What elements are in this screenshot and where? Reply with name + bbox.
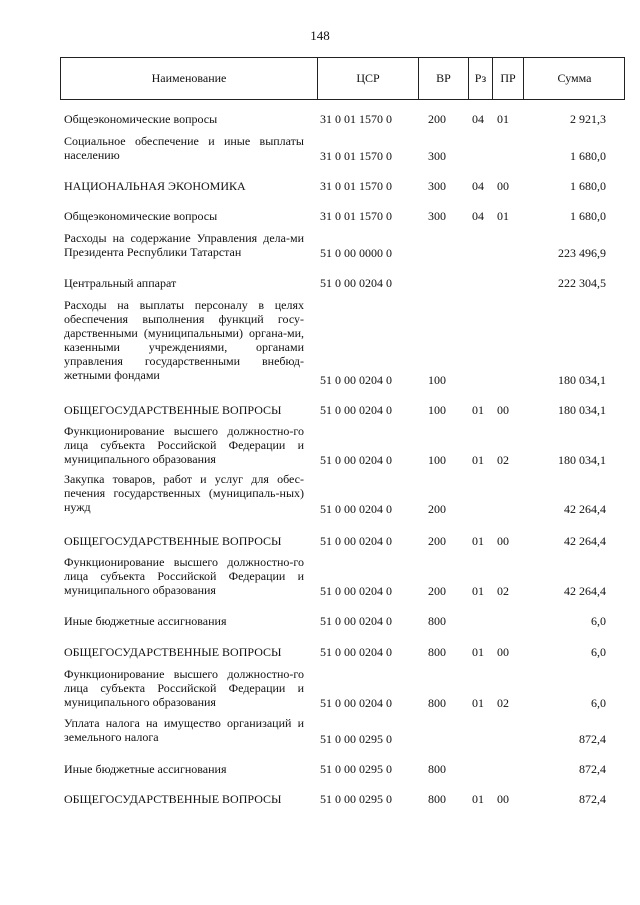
- row-csr: 51 0 00 0204 0: [320, 584, 392, 598]
- row-pr: 00: [497, 179, 509, 193]
- header-rz: Рз: [468, 58, 492, 99]
- row-sum: 6,0: [591, 614, 606, 628]
- row-name: НАЦИОНАЛЬНАЯ ЭКОНОМИКА: [64, 179, 246, 193]
- row-pr: 00: [497, 792, 509, 806]
- row-name: Функционирование высшего должностно-го лица субъекта Российской Федерации и муниципального образования: [64, 424, 304, 466]
- row-name: Иные бюджетные ассигнования: [64, 614, 227, 628]
- row-csr: 31 0 01 1570 0: [320, 209, 392, 223]
- row-vr: 200: [428, 534, 446, 548]
- row-csr: 51 0 00 0204 0: [320, 502, 392, 516]
- row-csr: 31 0 01 1570 0: [320, 149, 392, 163]
- row-csr: 51 0 00 0204 0: [320, 614, 392, 628]
- row-sum: 6,0: [591, 696, 606, 710]
- row-rz: 01: [472, 453, 484, 467]
- row-vr: 300: [428, 179, 446, 193]
- row-sum: 180 034,1: [558, 403, 606, 417]
- row-vr: 100: [428, 373, 446, 387]
- row-pr: 00: [497, 645, 509, 659]
- row-sum: 872,4: [579, 732, 606, 746]
- row-csr: 51 0 00 0204 0: [320, 453, 392, 467]
- row-sum: 42 264,4: [564, 584, 606, 598]
- header-csr: ЦСР: [317, 58, 418, 99]
- row-sum: 222 304,5: [558, 276, 606, 290]
- row-pr: 00: [497, 403, 509, 417]
- row-vr: 100: [428, 403, 446, 417]
- row-name: Расходы на выплаты персоналу в целях обеспечения выполнения функций госу-дарственными (муниципальными) органа-ми, казенными учреждениями, органами управления государственными внебюд-жетными фондами: [64, 298, 304, 382]
- row-vr: 300: [428, 149, 446, 163]
- row-sum: 180 034,1: [558, 373, 606, 387]
- row-name: Социальное обеспечение и иные выплаты населению: [64, 134, 304, 162]
- row-csr: 51 0 00 0295 0: [320, 762, 392, 776]
- header-pr: ПР: [492, 58, 523, 99]
- row-name: Общеэкономические вопросы: [64, 112, 218, 126]
- row-name: Центральный аппарат: [64, 276, 177, 290]
- row-pr: 01: [497, 209, 509, 223]
- row-pr: 02: [497, 453, 509, 467]
- row-rz: 01: [472, 403, 484, 417]
- row-name: Расходы на содержание Управления дела-ми Президента Республики Татарстан: [64, 231, 304, 259]
- row-vr: 800: [428, 645, 446, 659]
- row-pr: 00: [497, 534, 509, 548]
- row-name: ОБЩЕГОСУДАРСТВЕННЫЕ ВОПРОСЫ: [64, 645, 282, 659]
- row-pr: 01: [497, 112, 509, 126]
- header-sum: Сумма: [523, 58, 625, 99]
- row-name: ОБЩЕГОСУДАРСТВЕННЫЕ ВОПРОСЫ: [64, 403, 282, 417]
- row-vr: 100: [428, 453, 446, 467]
- row-pr: 02: [497, 584, 509, 598]
- row-rz: 04: [472, 209, 484, 223]
- row-vr: 800: [428, 696, 446, 710]
- row-vr: 200: [428, 112, 446, 126]
- row-name: ОБЩЕГОСУДАРСТВЕННЫЕ ВОПРОСЫ: [64, 792, 282, 806]
- row-name: Функционирование высшего должностно-го лица субъекта Российской Федерации и муниципального образования: [64, 555, 304, 597]
- row-csr: 51 0 00 0000 0: [320, 246, 392, 260]
- page-number: 148: [310, 28, 330, 43]
- row-csr: 51 0 00 0204 0: [320, 696, 392, 710]
- row-sum: 42 264,4: [564, 502, 606, 516]
- row-sum: 223 496,9: [558, 246, 606, 260]
- row-sum: 1 680,0: [570, 209, 606, 223]
- row-sum: 1 680,0: [570, 149, 606, 163]
- row-vr: 800: [428, 762, 446, 776]
- table-header: [60, 57, 625, 100]
- row-rz: 04: [472, 112, 484, 126]
- row-csr: 51 0 00 0204 0: [320, 645, 392, 659]
- row-sum: 872,4: [579, 762, 606, 776]
- row-rz: 01: [472, 645, 484, 659]
- row-sum: 1 680,0: [570, 179, 606, 193]
- row-vr: 800: [428, 614, 446, 628]
- row-sum: 42 264,4: [564, 534, 606, 548]
- row-name: ОБЩЕГОСУДАРСТВЕННЫЕ ВОПРОСЫ: [64, 534, 282, 548]
- row-vr: 200: [428, 502, 446, 516]
- row-sum: 2 921,3: [570, 112, 606, 126]
- row-csr: 51 0 00 0204 0: [320, 276, 392, 290]
- row-csr: 51 0 00 0204 0: [320, 534, 392, 548]
- row-pr: 02: [497, 696, 509, 710]
- row-sum: 6,0: [591, 645, 606, 659]
- row-rz: 01: [472, 696, 484, 710]
- row-sum: 180 034,1: [558, 453, 606, 467]
- row-csr: 31 0 01 1570 0: [320, 179, 392, 193]
- row-name: Общеэкономические вопросы: [64, 209, 218, 223]
- row-name: Закупка товаров, работ и услуг для обес-печения государственных (муниципаль-ных) нужд: [64, 472, 304, 514]
- row-vr: 300: [428, 209, 446, 223]
- row-name: Уплата налога на имущество организаций и земельного налога: [64, 716, 304, 744]
- row-rz: 01: [472, 792, 484, 806]
- row-rz: 01: [472, 584, 484, 598]
- row-name: Иные бюджетные ассигнования: [64, 762, 227, 776]
- row-csr: 51 0 00 0295 0: [320, 732, 392, 746]
- row-csr: 31 0 01 1570 0: [320, 112, 392, 126]
- row-rz: 04: [472, 179, 484, 193]
- row-rz: 01: [472, 534, 484, 548]
- row-name: Функционирование высшего должностно-го лица субъекта Российской Федерации и муниципального образования: [64, 667, 304, 709]
- header-name: Наименование: [151, 71, 227, 85]
- row-csr: 51 0 00 0204 0: [320, 403, 392, 417]
- row-csr: 51 0 00 0204 0: [320, 373, 392, 387]
- row-sum: 872,4: [579, 792, 606, 806]
- row-csr: 51 0 00 0295 0: [320, 792, 392, 806]
- row-vr: 200: [428, 584, 446, 598]
- row-vr: 800: [428, 792, 446, 806]
- header-vr: ВР: [418, 58, 468, 99]
